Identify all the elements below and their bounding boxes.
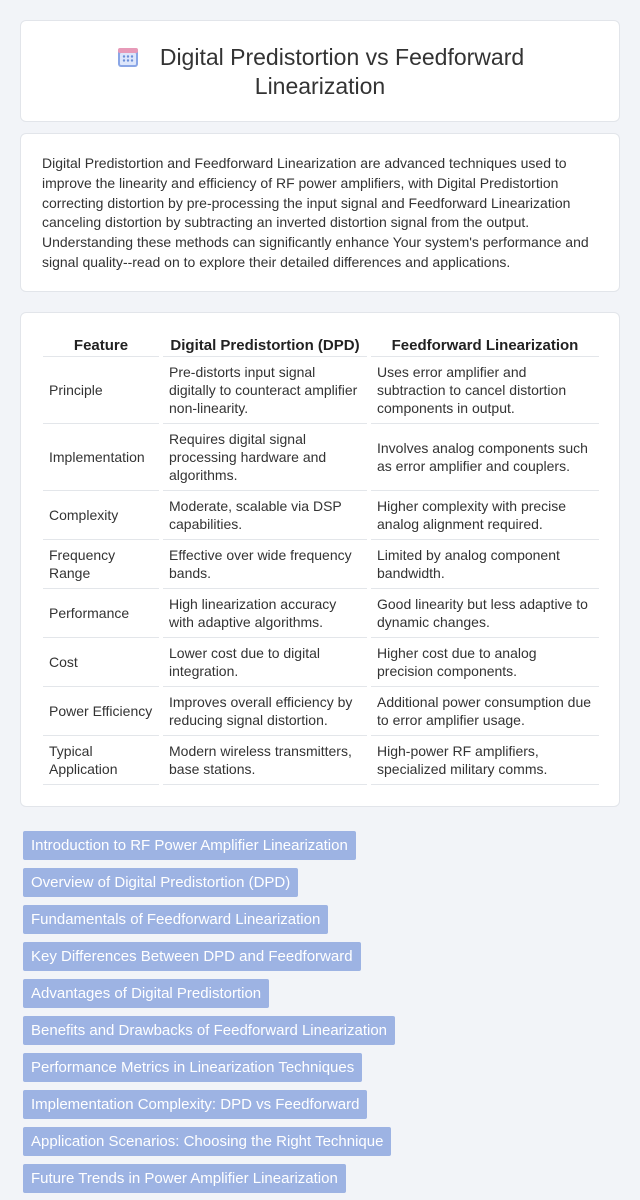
link-implementation-complexity[interactable]: Implementation Complexity: DPD vs Feedforward bbox=[23, 1090, 367, 1119]
link-benefits-drawbacks-feedforward[interactable]: Benefits and Drawbacks of Feedforward Linearization bbox=[23, 1016, 395, 1045]
table-header-row bbox=[43, 333, 599, 357]
table-row bbox=[43, 491, 599, 540]
link-application-scenarios[interactable]: Application Scenarios: Choosing the Right Technique bbox=[23, 1127, 391, 1156]
cell-feedforward: Additional power consumption due to error amplifier usage. bbox=[371, 687, 599, 736]
comparison-table bbox=[39, 333, 603, 785]
page-title bbox=[21, 43, 619, 101]
cell-feedforward: High-power RF amplifiers, specialized military comms. bbox=[371, 736, 599, 785]
cell-feedforward: Higher complexity with precise analog alignment required. bbox=[371, 491, 599, 540]
table-row bbox=[43, 589, 599, 638]
table-row bbox=[43, 687, 599, 736]
cell-dpd: Moderate, scalable via DSP capabilities. bbox=[163, 491, 367, 540]
link-fundamentals-feedforward[interactable]: Fundamentals of Feedforward Linearization bbox=[23, 905, 328, 934]
cell-dpd: Lower cost due to digital integration. bbox=[163, 638, 367, 687]
title-line-2: Linearization bbox=[254, 73, 386, 99]
table-row bbox=[43, 540, 599, 589]
cell-feature: Frequency Range bbox=[43, 540, 159, 589]
link-future-trends[interactable]: Future Trends in Power Amplifier Linearization bbox=[23, 1164, 346, 1193]
link-intro-rf-linearization[interactable]: Introduction to RF Power Amplifier Linearization bbox=[23, 831, 356, 860]
cell-feature: Implementation bbox=[43, 424, 159, 491]
header-dpd: Digital Predistortion (DPD) bbox=[163, 333, 367, 357]
link-key-differences[interactable]: Key Differences Between DPD and Feedforward bbox=[23, 942, 361, 971]
cell-feature: Principle bbox=[43, 357, 159, 424]
cell-dpd: Improves overall efficiency by reducing signal distortion. bbox=[163, 687, 367, 736]
title-line-1: Digital Predistortion vs Feedforward bbox=[159, 44, 525, 70]
header-feature: Feature bbox=[43, 333, 159, 357]
cell-feature: Power Efficiency bbox=[43, 687, 159, 736]
title-card bbox=[20, 20, 620, 122]
table-row bbox=[43, 424, 599, 491]
cell-feedforward: Good linearity but less adaptive to dynamic changes. bbox=[371, 589, 599, 638]
link-advantages-dpd[interactable]: Advantages of Digital Predistortion bbox=[23, 979, 269, 1008]
cell-feature: Complexity bbox=[43, 491, 159, 540]
calendar-icon bbox=[116, 45, 140, 69]
table-row bbox=[43, 357, 599, 424]
cell-feedforward: Limited by analog component bandwidth. bbox=[371, 540, 599, 589]
link-performance-metrics[interactable]: Performance Metrics in Linearization Techniques bbox=[23, 1053, 362, 1082]
cell-feedforward: Involves analog components such as error amplifier and couplers. bbox=[371, 424, 599, 491]
cell-dpd: Pre-distorts input signal digitally to counteract amplifier non-linearity. bbox=[163, 357, 367, 424]
table-row bbox=[43, 736, 599, 785]
intro-text: Digital Predistortion and Feedforward Linearization are advanced techniques used to improve the linearity and efficiency of RF power amplifiers, with Digital Predistortion correcting distortion by pre-processing the input signal and Feedforward Linearization canceling distortion by subtracting an inverted distortion signal from the output. Understanding these methods can significantly enhance Your system's performance and signal quality--read on to explore their detailed differences and applications. bbox=[42, 155, 589, 270]
cell-feature: Typical Application bbox=[43, 736, 159, 785]
cell-feature: Cost bbox=[43, 638, 159, 687]
link-overview-dpd[interactable]: Overview of Digital Predistortion (DPD) bbox=[23, 868, 298, 897]
comparison-table-card bbox=[20, 312, 620, 807]
cell-feedforward: Higher cost due to analog precision components. bbox=[371, 638, 599, 687]
table-row bbox=[43, 638, 599, 687]
cell-dpd: Effective over wide frequency bands. bbox=[163, 540, 367, 589]
cell-dpd: High linearization accuracy with adaptive algorithms. bbox=[163, 589, 367, 638]
cell-dpd: Modern wireless transmitters, base stations. bbox=[163, 736, 367, 785]
intro-card bbox=[20, 133, 620, 292]
cell-feedforward: Uses error amplifier and subtraction to cancel distortion components in output. bbox=[371, 357, 599, 424]
cell-feature: Performance bbox=[43, 589, 159, 638]
cell-dpd: Requires digital signal processing hardware and algorithms. bbox=[163, 424, 367, 491]
header-feedforward: Feedforward Linearization bbox=[371, 333, 599, 357]
